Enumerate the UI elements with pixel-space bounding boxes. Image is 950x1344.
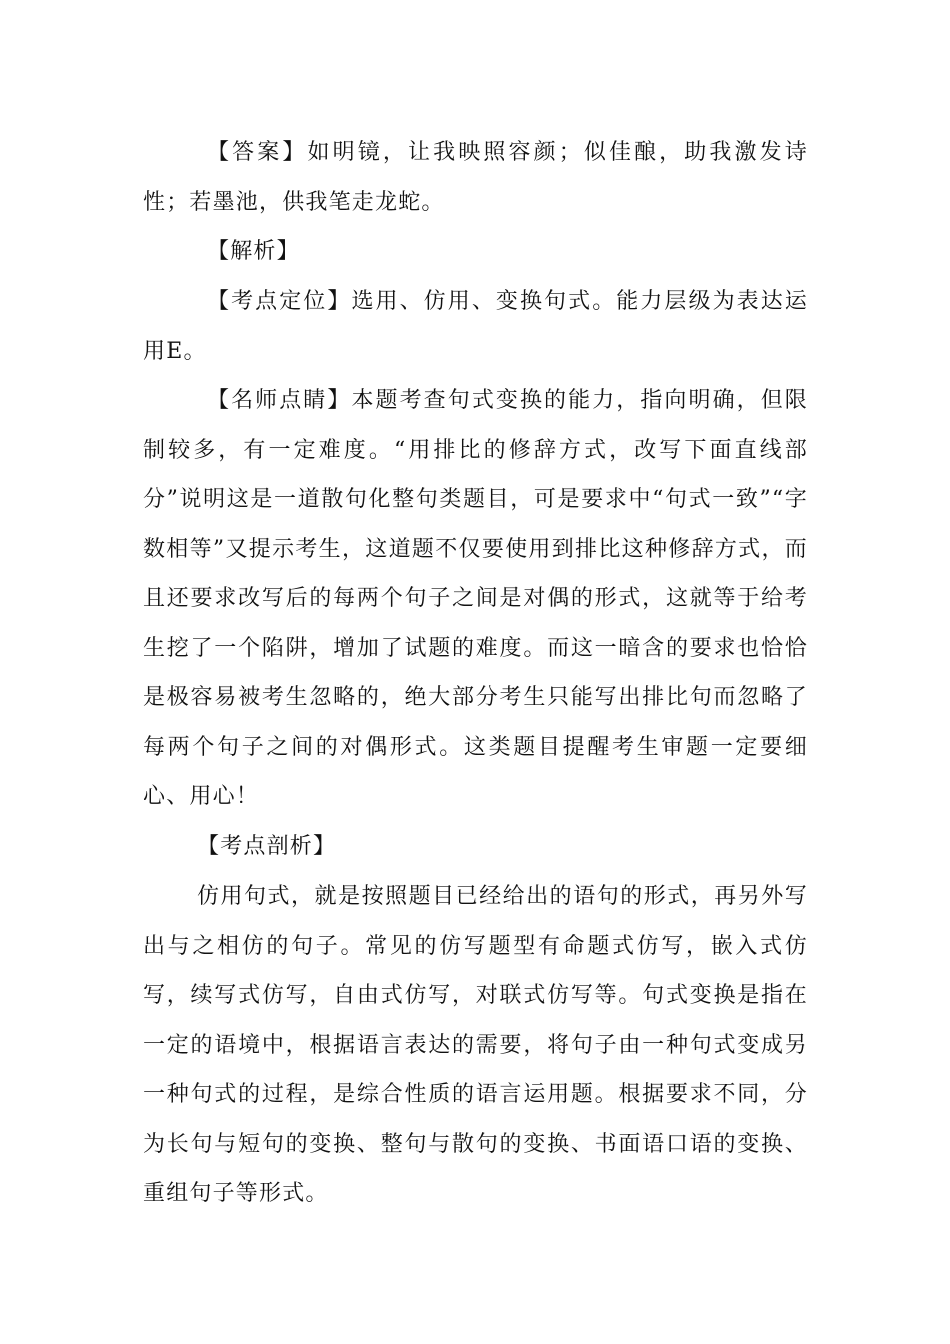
answer-paragraph: 【答案】如明镜，让我映照容颜；似佳酿，助我激发诗性；若墨池，供我笔走龙蛇。 bbox=[143, 140, 808, 215]
teacher-note-paragraph: 【名师点睛】本题考查句式变换的能力，指向明确，但限制较多，有一定难度。“用排比的修辞方式，改写下面直线部分”说明这是一道散句化整句类题目，可是要求中“句式一致”“字数相等”又提示考生，这道题不仅要使用到排比这种修辞方式，而且还要求改写后的每两个句子之间是对偶的形式，这就等于给考生挖了一个陷阱，增加了试题的难度。而这一暗含的要求也恰恰是极容易被考生忽略的，绝大部分考生只能写出排比句而忽略了每两个句子之间的对偶形式。这类题目提醒考生审题一定要细心、用心！ bbox=[143, 388, 808, 809]
explanation-paragraph: 仿用句式，就是按照题目已经给出的语句的形式，再另外写出与之相仿的句子。常见的仿写题型有命题式仿写，嵌入式仿写，续写式仿写，自由式仿写，对联式仿写等。句式变换是指在一定的语境中，根据语言表达的需要，将句子由一种句式变成另一种句式的过程，是综合性质的语言运用题。根据要求不同，分为长句与短句的变换、整句与散句的变换、书面语口语的变换、重组句子等形式。 bbox=[143, 884, 808, 1206]
analysis-heading: 【解析】 bbox=[207, 239, 300, 264]
test-point-paragraph: 【考点定位】选用、仿用、变换句式。能力层级为表达运用E。 bbox=[143, 289, 808, 364]
analysis-section-heading: 【考点剖析】 bbox=[197, 834, 337, 859]
